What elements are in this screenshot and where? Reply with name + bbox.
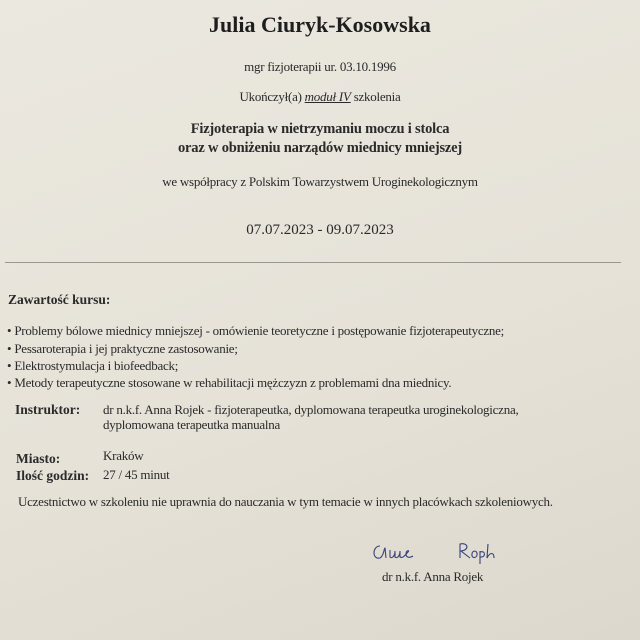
content-heading: Zawartość kursu:: [8, 292, 111, 307]
instructor-line-2: dyplomowana terapeutka manualna: [103, 417, 281, 432]
course-title-line-1: Fizjoterapia w nietrzymaniu moczu i stolca: [190, 121, 450, 137]
disclaimer-note: Uczestnictwo w szkoleniu nie uprawnia do nauczania w tym temacie w innych placówkach szkoleniowych.: [18, 494, 553, 509]
hours-value: 27 / 45 minut: [103, 467, 170, 482]
content-item: • Problemy bólowe miednicy mniejszej - omówienie teoretyczne i postępowanie fizjoterapeutyczne;: [7, 323, 504, 339]
content-item: • Pessaroterapia i jej praktyczne zastosowanie;: [7, 341, 238, 357]
hours-label: Ilość godzin:: [16, 468, 90, 483]
content-item: • Elektrostymulacja i biofeedback;: [7, 358, 178, 374]
completed-prefix: Ukończył(a): [239, 89, 305, 104]
instructor-label: Instruktor:: [15, 402, 81, 417]
degree-birthdate: mgr fizjoterapii ur. 03.10.1996: [244, 59, 396, 74]
module-name: moduł IV: [304, 89, 351, 104]
city-value: Kraków: [103, 448, 144, 463]
city-label: Miasto:: [16, 451, 61, 466]
course-title-line-2: oraz w obniżeniu narządów miednicy mniejszej: [178, 140, 462, 156]
participant-name: Julia Ciuryk-Kosowska: [209, 12, 431, 37]
signature-image: [368, 538, 518, 566]
signatory-name: dr n.k.f. Anna Rojek: [382, 569, 484, 584]
completed-module: [0, 89, 640, 105]
divider: [5, 262, 621, 263]
instructor-line-1: dr n.k.f. Anna Rojek - fizjoterapeutka, dyplomowana terapeutka uroginekologiczna,: [103, 402, 519, 417]
cooperation-text: we współpracy z Polskim Towarzystwem Uroginekologicznym: [162, 174, 478, 189]
course-dates: 07.07.2023 - 09.07.2023: [246, 222, 394, 238]
content-item: • Metody terapeutyczne stosowane w rehabilitacji mężczyzn z problemami dna miednicy.: [7, 375, 451, 391]
completed-suffix: szkolenia: [350, 89, 401, 104]
